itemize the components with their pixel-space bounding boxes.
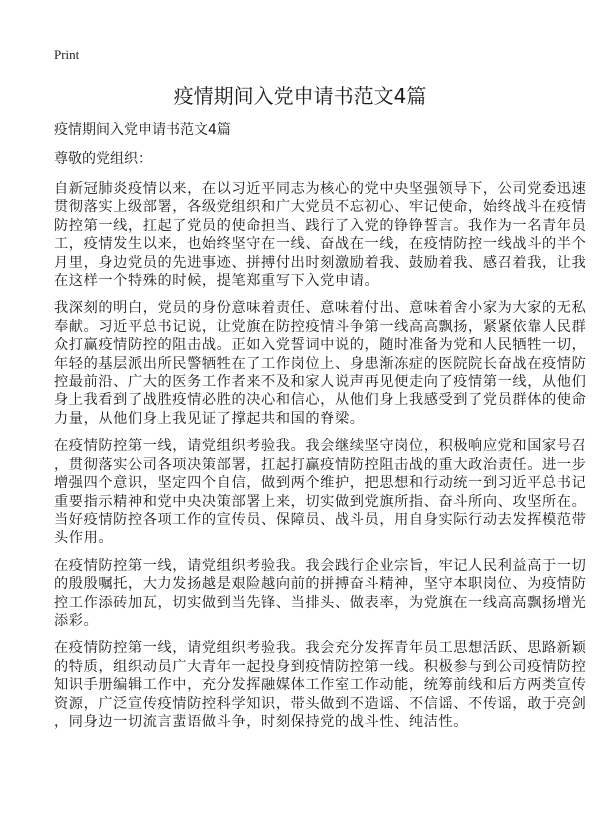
paragraph-line: 控工作添砖加瓦，切实做到当先锋、当排头、做表率，为党旗在一线高高飘扬增光 [54,594,587,611]
document-subtitle: 疫情期间入党申请书范文4篇 [54,122,231,138]
paragraph-line: 力量，从他们身上我见证了撑起共和国的脊梁。 [54,410,365,427]
print-label: Print [54,47,80,62]
paragraph-line: 的特质，组织动员广大青年一起投身到疫情防控第一线。积极参与到公司疫情防控 [54,658,587,675]
paragraph-line: 在这样一个特殊的时候，提笔郑重写下入党申请。 [54,273,380,290]
paragraph-line: 自新冠肺炎疫情以来，在以习近平同志为核心的党中央坚强领导下，公司党委迅速 [54,181,587,197]
paragraph-line: 众打赢疫情防控的阻击战。正如入党誓词中说的，随时准备为党和人民牺牲一切， [54,337,587,354]
paragraph-line: 控最前沿、广大的医务工作者来不及和家人说声再见便走向了疫情第一线，从他们 [54,374,587,391]
paragraph-line: 的殷殷嘱托，大力发扬越是艰险越向前的拼搏奋斗精神，坚守本职岗位、为疫情防 [54,576,587,593]
paragraph-line: 重要指示精神和党中央决策部署上来，切实做到党旗所指、奋斗所向、攻坚所在。 [54,493,587,510]
paragraph-line: 年轻的基层派出所民警牺牲在了工作岗位上、身患渐冻症的医院院长奋战在疫情防 [54,355,587,372]
paragraph-line: 防控第一线，扛起了党员的使命担当、践行了入党的铮铮誓言。我作为一名青年员 [54,217,587,234]
paragraph-line: 奉献。习近平总书记说，让党旗在防控疫情斗争第一线高高飘扬，紧紧依靠人民群 [54,318,587,335]
paragraph-line: 贯彻落实上级部署，各级党组织和广大党员不忘初心、牢记使命，始终战斗在疫情 [54,199,587,216]
paragraph-line: 当好疫情防控各项工作的宣传员、保障员、战斗员，用自身实际行动去发挥模范带 [54,511,587,528]
paragraph [54,437,587,547]
paragraph-line: 月里，身边党员的先进事迹、拼搏付出时刻激励着我、鼓励着我、感召着我，让我 [54,254,587,271]
paragraph [54,557,587,631]
paragraph-line: ，贯彻落实公司各项决策部署，扛起打赢疫情防控阻击战的重大政治责任。进一步 [54,456,587,473]
paragraph-line: 资源，广泛宣传疫情防控科学知识，带头做到不造谣、不信谣、不传谣，敢于亮剑 [54,695,587,712]
paragraph-line: 增强四个意识，坚定四个自信，做到两个维护，把思想和行动统一到习近平总书记 [54,475,587,492]
paragraph-line: 工，疫情发生以来，也始终坚守在一线、奋战在一线，在疫情防控一线战斗的半个 [54,236,587,253]
paragraph-line: 知识手册编辑工作中，充分发挥融媒体工作室工作动能，统筹前线和后方两类宣传 [54,677,587,694]
document-body [54,180,587,740]
paragraph-line: 添彩。 [54,612,99,629]
paragraph [54,639,587,731]
paragraph-line: ，同身边一切流言蜚语做斗争，时刻保持党的战斗性、纯洁性。 [54,713,469,730]
paragraph [54,180,587,290]
paragraph-line: 我深刻的明白，党员的身份意味着责任、意味着付出、意味着舍小家为大家的无私 [54,300,587,317]
paragraph [54,299,587,428]
paragraph-line: 头作用。 [54,530,114,547]
paragraph-line: 在疫情防控第一线，请党组织考验我。我会践行企业宗旨，牢记人民利益高于一切 [54,557,587,574]
paragraph-line: 身上我看到了战胜疫情必胜的决心和信心，从他们身上我感受到了党员群体的使命 [54,392,587,409]
paragraph-line: 在疫情防控第一线，请党组织考验我。我会充分发挥青年员工思想活跃、思路新颖 [54,640,587,657]
paragraph-line: 在疫情防控第一线，请党组织考验我。我会继续坚守岗位，积极响应党和国家号召 [54,438,587,455]
salutation: 尊敬的党组织： [54,151,152,167]
document-title: 疫情期间入党申请书范文4篇 [173,84,427,108]
